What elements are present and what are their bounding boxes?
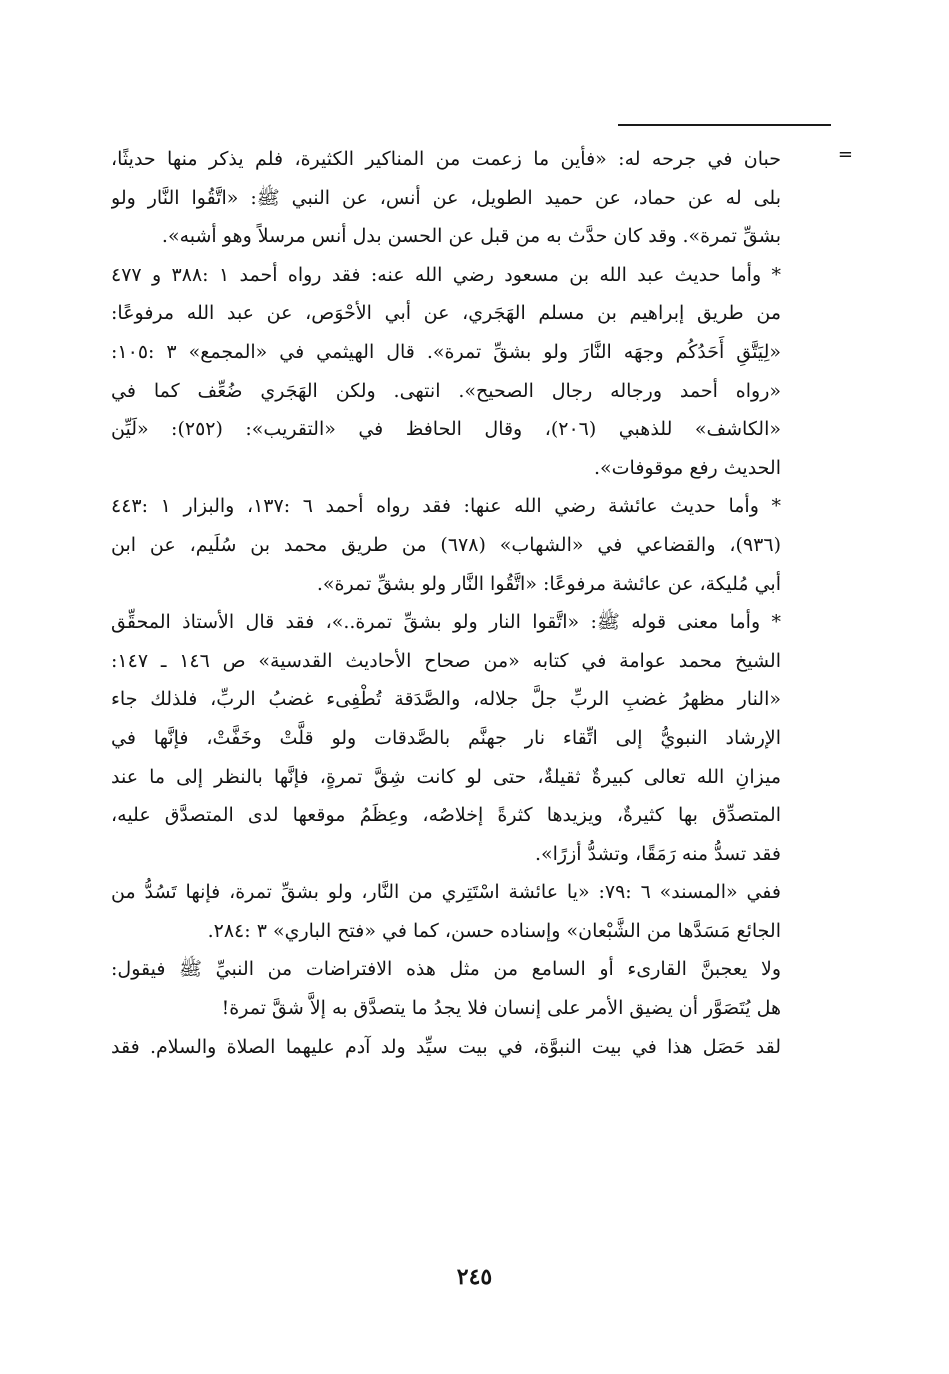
text-line-16: الإرشاد النبويُّ إلى اتِّقاء نار جهنَّم بالصَّدقات ولو قلَّتْ وخَفَّتْ، فإنَّها في [111, 726, 781, 749]
text-line-19: فقد تسدُّ منه رَمَقًا، وتشدُّ أزرًا». [534, 842, 781, 865]
text-line-2: بلى له عن حماد، عن حميد الطويل، عن أنس، عن النبي ﷺ: «اتَّقُوا النَّار ولو [111, 186, 781, 209]
text-line-10: * وأما حديث عائشة رضي الله عنها: فقد رواه أحمد ٦ :١٣٧، والبزار ١ :٤٤٣ [111, 495, 781, 518]
text-line-6: «لِيَتَّقِ أَحَدُكُم وجهَه النَّارَ ولو بشقِّ تمرة». قال الهيثمي في «المجمع» ٣ :١٠٥: [111, 340, 781, 363]
text-line-20: ففي «المسند» ٦ :٧٩: «يا عائشة اسْتَتِري من النَّار، ولو بشقِّ تمرة، فإنها تَسُدُّ من [111, 881, 781, 904]
text-line-9: الحديث رفع موقوفات». [593, 456, 781, 479]
text-line-12: أبي مُليكة، عن عائشة مرفوعًا: «اتَّقُوا النَّار ولو بشقِّ تمرة». [316, 572, 781, 595]
text-line-3: بشقِّ تمرة». وقد كان حدَّث به من قبل عن الحسن بدل أنس مرسلاً وهو أشبه». [161, 225, 781, 248]
text-line-4: * وأما حديث عبد الله بن مسعود رضي الله عنه: فقد رواه أحمد ١ :٣٨٨ و ٤٧٧ [111, 263, 781, 286]
page-number: ٢٤٥ [456, 1264, 493, 1290]
text-line-8: «الكاشف» للذهبي (٢٠٦)، وقال الحافظ في «التقريب»: (٢٥٢): «لَيِّن [111, 418, 781, 441]
text-line-22: ولا يعجبنَّ القارىء أو السامع من مثل هذه الافتراضات من النبيِّ ﷺ فيقول: [111, 958, 781, 981]
text-line-13: * وأما معنى قوله ﷺ: «اتَّقوا النار ولو بشقِّ تمرة..»، فقد قال الأستاذ المحقِّق [111, 611, 781, 634]
text-line-17: ميزانِ الله تعالى كبيرةٌ ثقيلةٌ، حتى لو كانت شِقَّ تمرةٍ، فإنَّها بالنظر إلى ما عند [111, 765, 781, 788]
text-line-23: هل يُتَصَوَّر أن يضيق الأمر على إنسان فلا يجدُ ما يتصدَّق به إلاَّ شقَّ تمرة! [221, 997, 781, 1020]
text-line-24: لقد حَصَل هذا في بيت النبوَّة، في بيت سيِّد ولد آدم عليهما الصلاة والسلام. فقد [111, 1035, 781, 1058]
text-line-11: (٩٣٦)، والقضاعي في «الشهاب» (٦٧٨) من طريق محمد بن سُلَيم، عن ابن [111, 533, 781, 556]
text-line-18: المتصدِّق بها كثيرةٌ، ويزيدها كثرةً إخلاصُه، وعِظَمُ موقعها لدى المتصدَّق عليه، [111, 804, 781, 827]
text-line-15: «النار مظهرُ غضبِ الربِّ جلَّ جلاله، والصَّدَقة تُطْفِىء غضبُ الربِّ، فلذلك جاء [111, 688, 781, 711]
text-line-7: «رواه أحمد ورجاله رجال الصحيح». انتهى. ولكن الهَجَري ضُعِّف كما في [111, 379, 781, 402]
text-line-21: الجائع مَسَدَّها من الشَّبْعان» وإسناده حسن، كما في «فتح الباري» ٣ :٢٨٤. [207, 919, 781, 942]
footnote-separator-rule [618, 124, 831, 126]
text-line-5: من طريق إبراهيم بن مسلم الهَجَري، عن أبي الأحْوَص، عن عبد الله مرفوعًا: [111, 302, 781, 325]
footnote-body [111, 140, 781, 1066]
text-line-1: حبان في جرحه له: «فأين ما زعمت من المناكير الكثيرة، فلم يذكر منها حديثًا، [111, 148, 781, 170]
text-line-14: الشيخ محمد عوامة في كتابه «من صحاح الأحاديث القدسية» ص ١٤٦ ـ ١٤٧: [111, 649, 781, 672]
continuation-mark: = [837, 144, 853, 165]
